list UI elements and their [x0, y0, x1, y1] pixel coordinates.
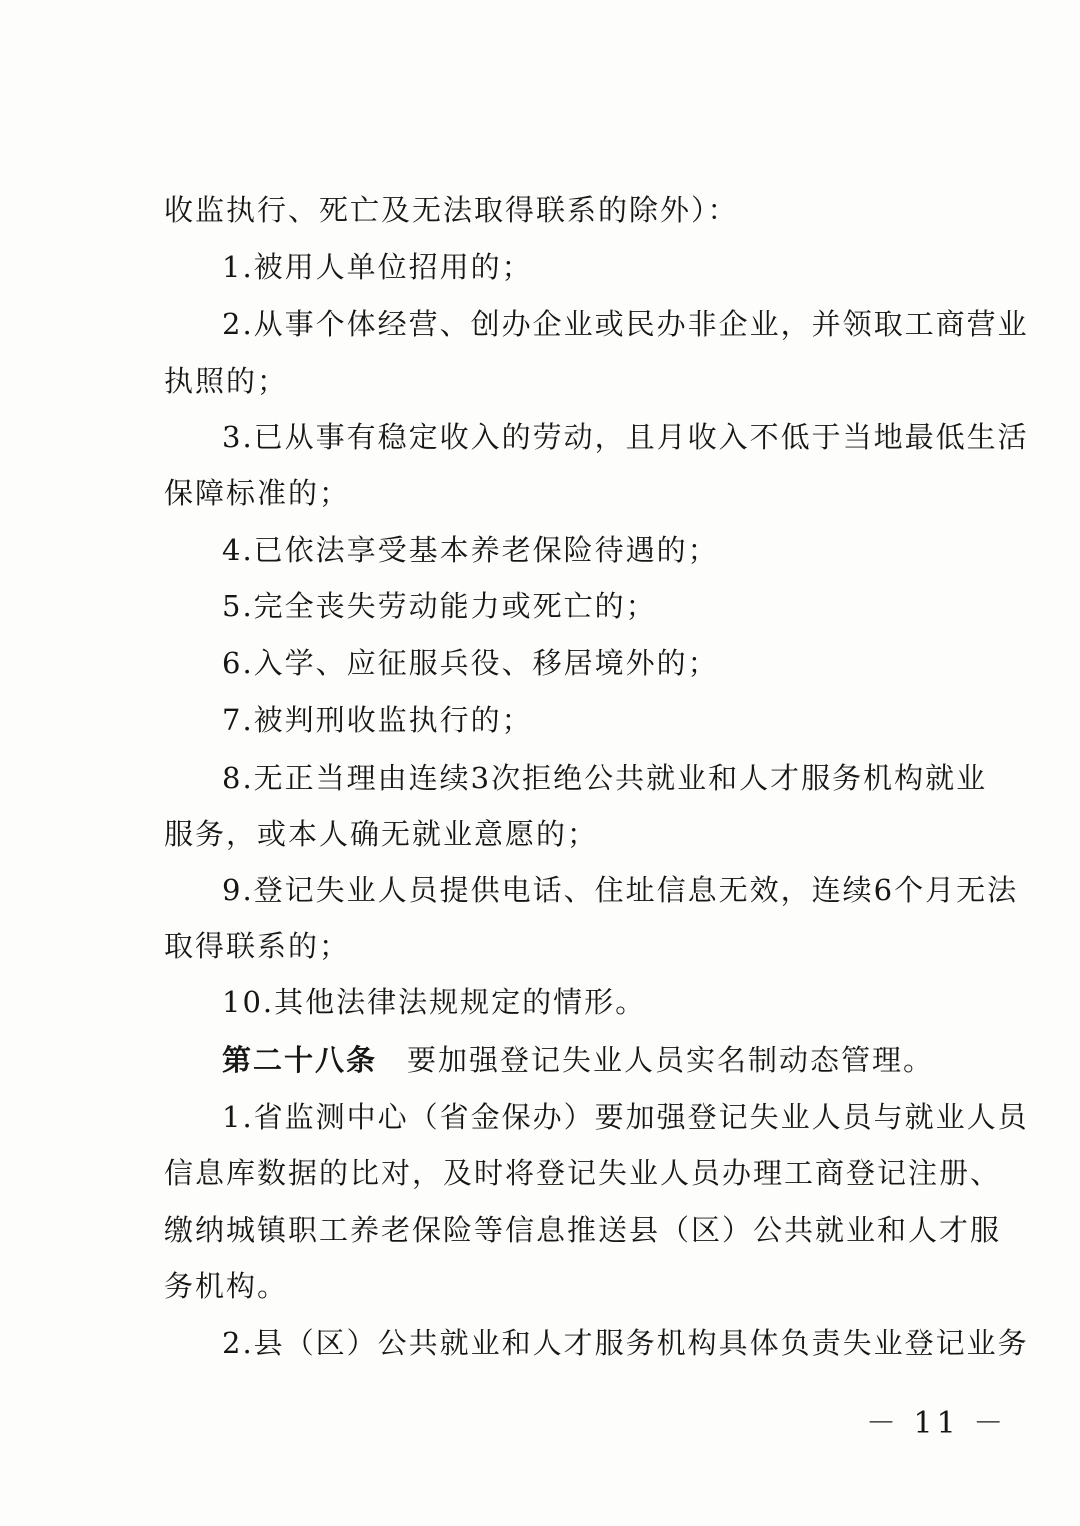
text-line-6: 保障标准的； — [164, 476, 351, 510]
text-line-5: 3.已从事有稳定收入的劳动，且月收入不低于当地最低生活 — [222, 420, 1029, 454]
page-number: － 11 － — [866, 1406, 1008, 1441]
text-line-19: 缴纳城镇职工养老保险等信息推送县（区）公共就业和人才服 — [164, 1213, 1002, 1247]
article-title: 要加强登记失业人员实名制动态管理。 — [407, 1043, 935, 1077]
text-line-12: 服务，或本人确无就业意愿的； — [164, 817, 599, 851]
text-line-4: 执照的； — [164, 364, 289, 398]
text-line-17: 1.省监测中心（省金保办）要加强登记失业人员与就业人员 — [222, 1100, 1029, 1134]
article-number: 第二十八条 — [222, 1043, 378, 1077]
text-line-20: 务机构。 — [164, 1269, 289, 1303]
text-line-11: 8.无正当理由连续3次拒绝公共就业和人才服务机构就业 — [222, 761, 988, 795]
text-line-15: 10.其他法律法规规定的情形。 — [222, 985, 647, 1019]
text-line-1: 收监执行、死亡及无法取得联系的除外）： — [164, 193, 739, 227]
text-line-9: 6.入学、应征服兵役、移居境外的； — [222, 646, 719, 680]
text-line-14: 取得联系的； — [164, 929, 351, 963]
text-line-2: 1.被用人单位招用的； — [222, 250, 533, 284]
text-line-13: 9.登记失业人员提供电话、住址信息无效，连续6个月无法 — [222, 873, 1019, 907]
article-heading-line — [222, 1040, 934, 1080]
text-line-7: 4.已依法享受基本养老保险待遇的； — [222, 533, 719, 567]
text-line-10: 7.被判刑收监执行的； — [222, 703, 533, 737]
text-line-18: 信息库数据的比对，及时将登记失业人员办理工商登记注册、 — [164, 1156, 1002, 1190]
text-line-3: 2.从事个体经营、创办企业或民办非企业，并领取工商营业 — [222, 307, 1029, 341]
text-line-21: 2.县（区）公共就业和人才服务机构具体负责失业登记业务 — [222, 1326, 1029, 1360]
text-line-8: 5.完全丧失劳动能力或死亡的； — [222, 589, 657, 623]
